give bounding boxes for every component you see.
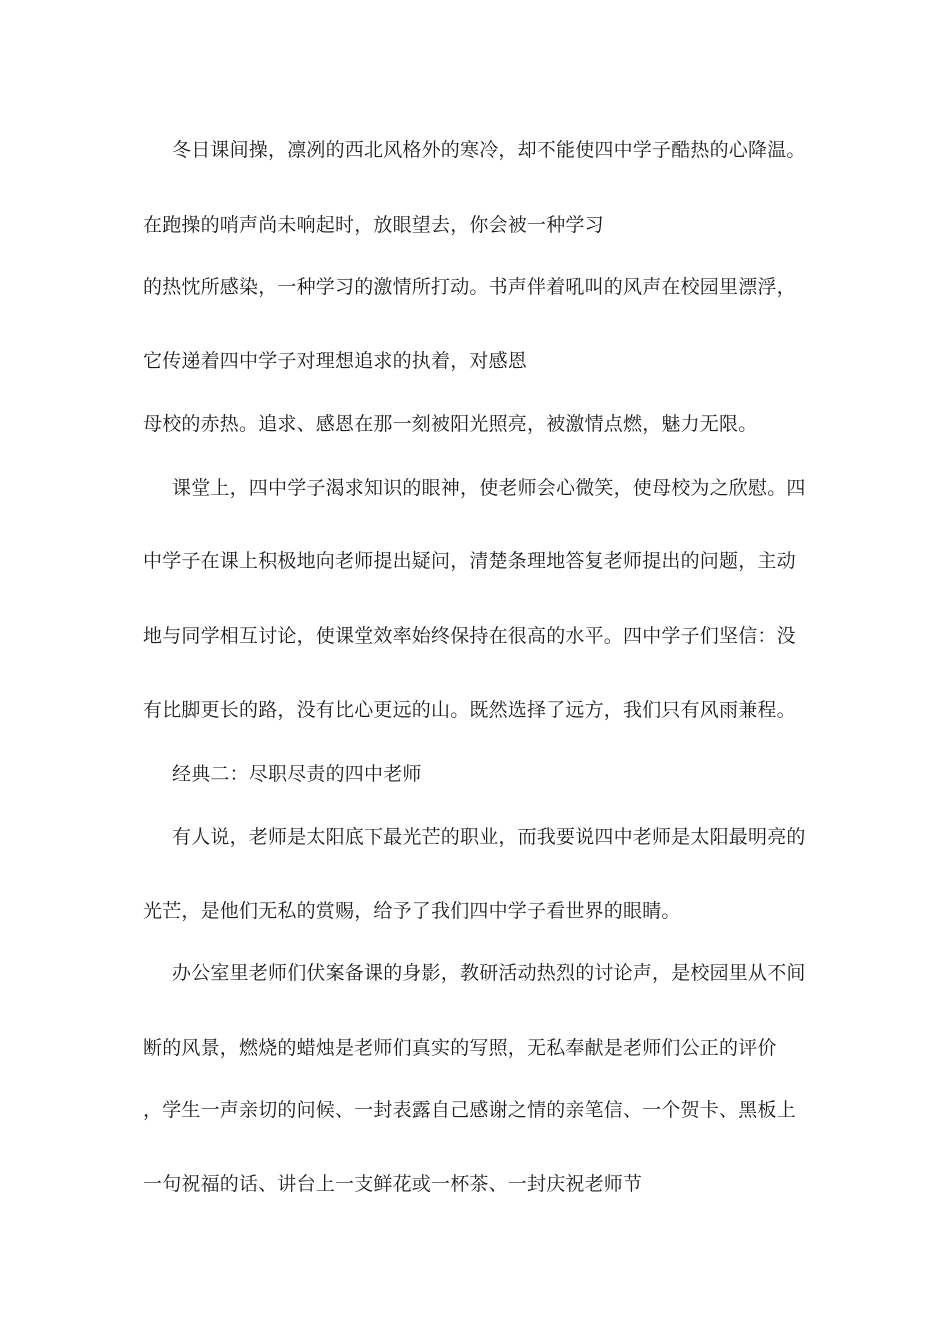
text-line: 断的风景，燃烧的蜡烛是老师们真实的写照，无私奉献是老师们公正的评价 (143, 1037, 777, 1059)
section-heading: 经典二：尽职尽责的四中老师 (172, 763, 422, 785)
text-line: 有比脚更长的路，没有比心更远的山。既然选择了远方，我们只有风雨兼程。 (143, 699, 796, 721)
text-line: 在跑操的哨声尚未响起时，放眼望去，你会被一种学习 (143, 214, 604, 236)
text-line: 课堂上，四中学子渴求知识的眼神，使老师会心微笑，使母校为之欣慰。四 (172, 477, 806, 499)
text-line: 光芒，是他们无私的赏赐，给予了我们四中学子看世界的眼睛。 (143, 900, 681, 922)
text-line: ，学生一声亲切的问候、一封表露自己感谢之情的亲笔信、一个贺卡、黑板上 (143, 1099, 796, 1121)
text-line: 办公室里老师们伏案备课的身影，教研活动热烈的讨论声，是校园里从不间 (172, 962, 806, 984)
text-line: 有人说，老师是太阳底下最光芒的职业，而我要说四中老师是太阳最明亮的 (172, 826, 806, 848)
text-line: 一句祝福的话、讲台上一支鲜花或一杯茶、一封庆祝老师节 (143, 1173, 643, 1195)
text-line: 地与同学相互讨论，使课堂效率始终保持在很高的水平。四中学子们坚信：没 (143, 625, 796, 647)
text-line: 的热忱所感染，一种学习的激情所打动。书声伴着吼叫的风声在校园里漂浮， (143, 276, 796, 298)
text-line: 它传递着四中学子对理想追求的执着，对感恩 (143, 350, 528, 372)
text-line: 母校的赤热。追求、感恩在那一刻被阳光照亮，被激情点燃，魅力无限。 (143, 413, 758, 435)
text-line: 冬日课间操，凛冽的西北风格外的寒冷，却不能使四中学子酷热的心降温。 (172, 139, 806, 161)
text-line: 中学子在课上积极地向老师提出疑问，清楚条理地答复老师提出的问题，主动 (143, 550, 796, 572)
